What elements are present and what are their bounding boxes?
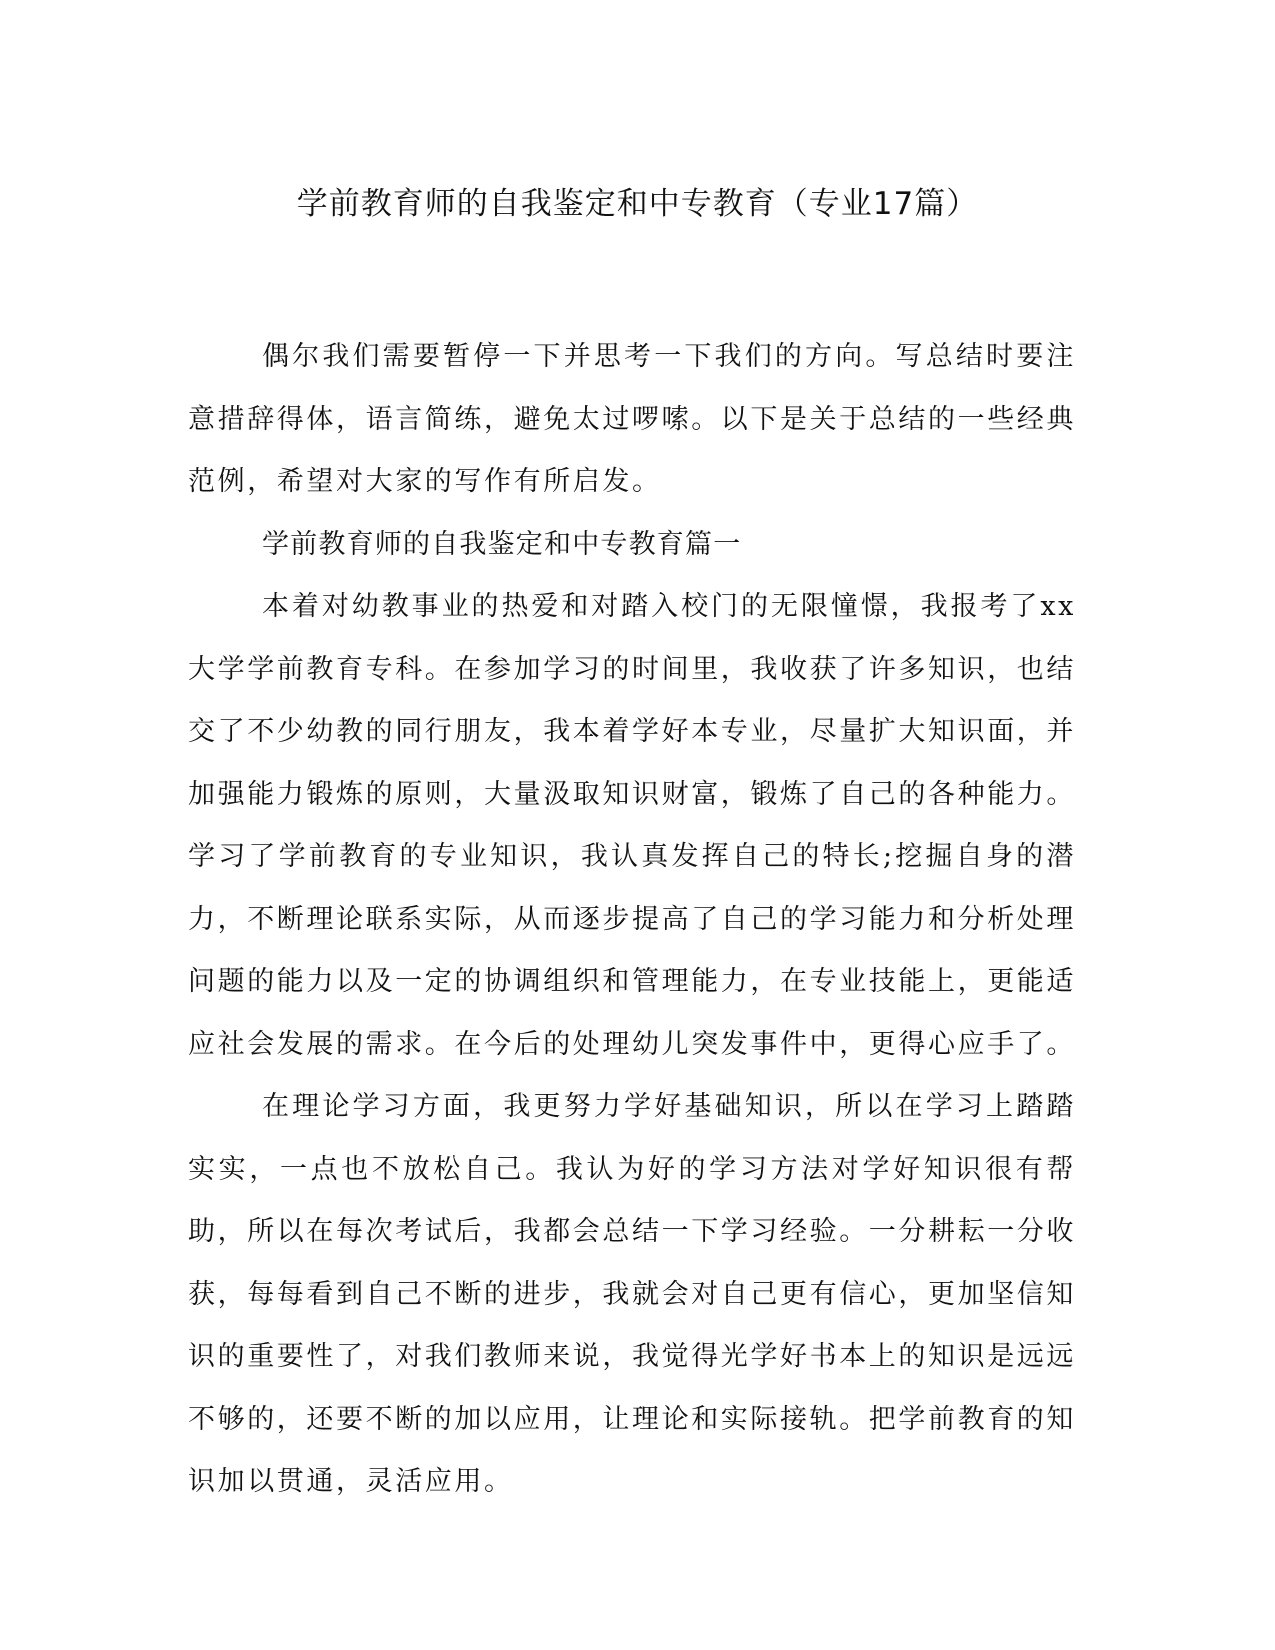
document-body	[188, 326, 1076, 1514]
section-heading: 学前教育师的自我鉴定和中专教育篇一	[262, 528, 742, 560]
document-title: 学前教育师的自我鉴定和中专教育（专业17篇）	[296, 186, 979, 222]
body-paragraph-1: 本着对幼教事业的热爱和对踏入校门的无限憧憬，我报考了xx大学学前教育专科。在参加学习的时间里，我收获了许多知识，也结交了不少幼教的同行朋友，我本着学好本专业，尽量扩大知识面，并加强能力锻炼的原则，大量汲取知识财富，锻炼了自己的各种能力。学习了学前教育的专业知识，我认真发挥自己的特长;挖掘自身的潜力，不断理论联系实际，从而逐步提高了自己的学习能力和分析处理问题的能力以及一定的协调组织和管理能力，在专业技能上，更能适应社会发展的需求。在今后的处理幼儿突发事件中，更得心应手了。	[188, 591, 1076, 1060]
body-paragraph-2: 在理论学习方面，我更努力学好基础知识，所以在学习上踏踏实实，一点也不放松自己。我认为好的学习方法对学好知识很有帮助，所以在每次考试后，我都会总结一下学习经验。一分耕耘一分收获，每每看到自己不断的进步，我就会对自己更有信心，更加坚信知识的重要性了，对我们教师来说，我觉得光学好书本上的知识是远远不够的，还要不断的加以应用，让理论和实际接轨。把学前教育的知识加以贯通，灵活应用。	[188, 1091, 1076, 1497]
intro-paragraph: 偶尔我们需要暂停一下并思考一下我们的方向。写总结时要注意措辞得体，语言简练，避免太过啰嗦。以下是关于总结的一些经典范例，希望对大家的写作有所启发。	[188, 341, 1076, 497]
